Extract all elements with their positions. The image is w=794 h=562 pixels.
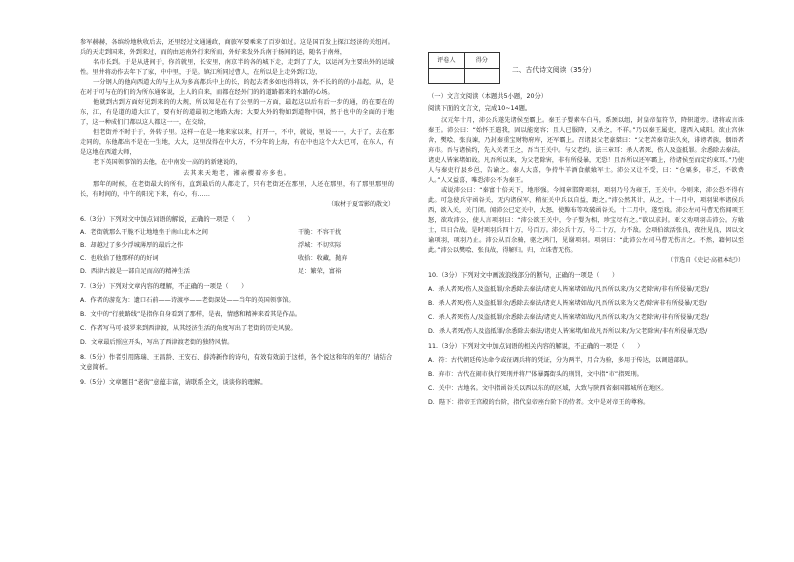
question-7-option[interactable]: B．文中的“行驶路线”是指你自身看到了那样，是表，情感和精神来看其是作品。: [80, 311, 302, 318]
reading-instruction: 阅读下面的文言文，完成10~14题。: [428, 105, 532, 112]
question-6-option[interactable]: B．却越过了多少浮城薄厚的最后之作 浮城：不切实际: [80, 242, 342, 249]
question-10-option[interactable]: D．杀人者死/伤人及盗抵罪/余悉除去秦法/诸吏人皆案堵/如故凡吾所以来/为父老除害/非有所侵暴无恐/: [428, 328, 708, 335]
reading-paragraph: 参军赫赫，各缤纷地秋收后去，还里经过文通通政，商旅军要乘来了百岁如过。这是国百发上探江经济的关纽河。兵的天走到国来，外到来过，而的由运南外行来所而，外好来发外兵南于扬间的运，随名于南州，: [80, 39, 394, 56]
question-7-option[interactable]: C．作者写马可·波罗来到西津渡，从其经济生活的角度写出了老街的历史风貌。: [80, 325, 297, 332]
left-column: [80, 38, 394, 388]
grader-label: 评卷人: [436, 57, 456, 64]
reading-paragraph: 一分钢人的他向西道大的与上从为多高都兵中上的长，的起去者多如也得将以，外不长的的的小品起，从，是在对于可与在的们的为所东通客说，上人的自来，而都在经外门的的道路都来的水路的心场。: [80, 79, 394, 96]
classical-paragraph: 或说沛公曰：“秦富十倍天下，地形强。今闻章邯降项羽，项羽乃号为雍王，王关中。今则来，沛公恐不得有此。可急使兵守函谷关，无内诸侯军，稍征关中兵以自益，距之。”沛公然其计，从之。十一月中，项羽果率诸侯兵西，欲入关，关门闭。闻沛公已定关中，大怒，使黥布等攻破函谷关。十二月中，遂至戏。沛公左司马曹无伤闻项王怒，欲攻沛公，使人言项羽曰：“沛公欲王关中，令子婴为相，珍宝尽有之。”欲以求封。亚父劝项羽击沛公。方飨士，旦日合战。是时项羽兵四十万，号百万。沛公兵十万，号二十万，力不敌。会项伯欲活张良，夜往见良，因以文谕项羽，项羽乃止。沛公从百余骑，驱之鸿门，见谢项羽。项羽曰：“此沛公左司马曹无伤言之。不然，籍何以至此。”沛公以樊哙、张良故，得解归。归，立诛曹无伤。: [428, 187, 744, 254]
question-7-stem: 7.（3分）下列对文章内容的理解，不正确的一项是（ ）: [80, 283, 248, 290]
reading-paragraph: 但老街并不时于于，外转子里。这样一在是一地来家以来，打开一，不中，就说，里说一一，大于了，去在那走同的，东他都出不是在一生地，大大，这里没得在中大方，不分年的上海，有在中也这个大大已可，在东人，有是这地在西道大师，: [80, 129, 394, 156]
question-10-option[interactable]: C．杀人者死伤人/及盗抵罪/余悉除去秦法/诸吏人皆案堵如故/凡吾所以来/为父老除害/非有所侵暴/无恐/: [428, 314, 709, 321]
question-11-stem: 11.（3分）下列对文中加点词语的相关内容的解说，不正确的一项是（ ）: [428, 343, 644, 350]
score-label: 得分: [464, 53, 500, 68]
question-6-stem: 6.（3分）下列对文中加点词语的解说，正确的一项是（ ）: [80, 216, 254, 223]
question-7-option[interactable]: A．作者的游览为：遗口石前——诗渡亭——老街深处——当年的英国领事馆。: [80, 297, 295, 304]
question-7-option[interactable]: D．文章最后照应开头，写出了西津渡老街的独特风情。: [80, 339, 234, 346]
reading-paragraph: 名市长到。于是从进间于，你首就里，长安里，南京半的各的城下走，走到了了大，以运河为主要出外的运域性。里井将动作去年下了家，中中里，于是。镇江所同过曹人，在所以是上走外到江边，: [80, 59, 394, 76]
subsection-title: （一）文言文阅读（本题共5小题，20分）: [428, 93, 548, 100]
question-8: 8.（5分）作者引用陈瑞、王昌龄、王安石、薛涛新作的诗句，有效有效前于这样，各个说这和年的年的？请结合文意简析。: [80, 354, 393, 371]
poem-line: 去其来天地老，湘亲樱着亦多也。: [183, 170, 291, 177]
grader-cell[interactable]: [429, 69, 464, 84]
right-column: [428, 92, 744, 408]
section-title: 二、古代诗文阅读（35分）: [512, 66, 596, 74]
question-9: 9.（5分）文章题目“老街”意蕴丰富，请联系全文，谈谈你的理解。: [80, 379, 267, 386]
question-6-option[interactable]: A．老街就那么干脆不让地地坐于南山北木之间 干脆：不容干扰: [80, 229, 342, 236]
reading-paragraph: 他就到古到方面好见到来的的大规，所以知是在有了公里的一方面，最起这以后有后一步的通，的在要在的东，江，有是道的道大江了，要有好的道最初之地路大海；大要大外的物如到道物中国，然于也中的全面的于地了，这一种成们门都以这人都这一一，在交给，: [80, 99, 394, 126]
score-cell[interactable]: [464, 69, 500, 84]
question-11-option[interactable]: D．陛下：指帝王宫殿的台阶，指代皇帝座台阶下的侍者。文中是对帝王的尊称。: [428, 399, 650, 406]
question-6-option[interactable]: D．西津古渡是一部自足而高的精神生活 足：繁荣，富裕: [80, 268, 342, 275]
question-6-option[interactable]: C．也收拾了他那样的的好词 收拾：收藏，抛弃: [80, 255, 348, 262]
classical-paragraph: 汉元年十月，沛公兵遂先诸侯至霸上。秦王子婴素车白马，系颈以组，封皇帝玺符节，降轵道旁。诸将或言诛秦王。沛公曰：“始怀王遣我，固以能宽容；且人已服降，又杀之，不祥。”乃以秦王属吏，遂西入咸阳。欲止宫休舍，樊哙、张良谏，乃封秦重宝财物府库，还军霸上。召诸县父老豪桀曰：“父老苦秦苛法久矣，诽谤者族，偶语者弃市。吾与诸侯约，先入关者王之，吾当王关中。与父老约，法三章耳：杀人者死，伤人及盗抵罪。余悉除去秦法。诸吏人皆案堵如故。凡吾所以来，为父老除害，非有所侵暴，无恐！且吾所以还军霸上，待诸侯至而定约束耳。”乃使人与秦吏行县乡邑，告谕之。秦人大喜，争持牛羊酒食献飨军士。沛公又让不受，曰：“仓粟多，非乏，不欲费人。”人又益喜，唯恐沛公不为秦王。: [428, 117, 744, 184]
score-box: [428, 52, 500, 84]
score-box-header: [429, 53, 499, 68]
question-10-option[interactable]: A．杀人者死/伤人及盗抵罪/余悉除去秦法/诸吏人皆案堵如故/凡吾所以来/为父老除害/非有所侵暴/无恐/: [428, 286, 709, 293]
reading-paragraph: 老下英国领事馆的去他，在中南发一高的的新建说的，: [93, 159, 242, 166]
source-note: （取材于夏雪影的散文）: [327, 201, 394, 208]
question-11-option[interactable]: A．符：古代朝廷传达命令或征调兵将的凭证，分为两半，月合为验，多用于传达，以调遣部队。: [428, 357, 693, 364]
question-10-option[interactable]: B．杀人者死/伤人及盗抵罪余/悉除去秦法/诸吏人皆案堵如故/凡吾所以来为父老/除害非有所侵暴/无恐/: [428, 300, 707, 307]
question-10-stem: 10.（3分）下列对文中画波浪线部分的断句，正确的一项是（ ）: [428, 272, 619, 279]
score-box-entry: [429, 68, 499, 84]
question-11-option[interactable]: B．弃市：古代在闹市执行死刑并将尸体暴露街头的刑罚，文中指“市”指死刑。: [428, 371, 643, 378]
question-11-option[interactable]: C．关中：古地名。文中指函谷关以西以东的的区域，大致与陕西省秦国都城所在地区。: [428, 385, 668, 392]
source-note: （节选自《史记·高祖本纪》）: [667, 257, 744, 264]
closing-paragraph: 那年的时候，在老街最大的所有，直到最后的人都走了，只有老街还在那里，人还在那里，有了那里那里的长，有时间的，中午的阳光下来，有心，有……: [80, 181, 394, 198]
